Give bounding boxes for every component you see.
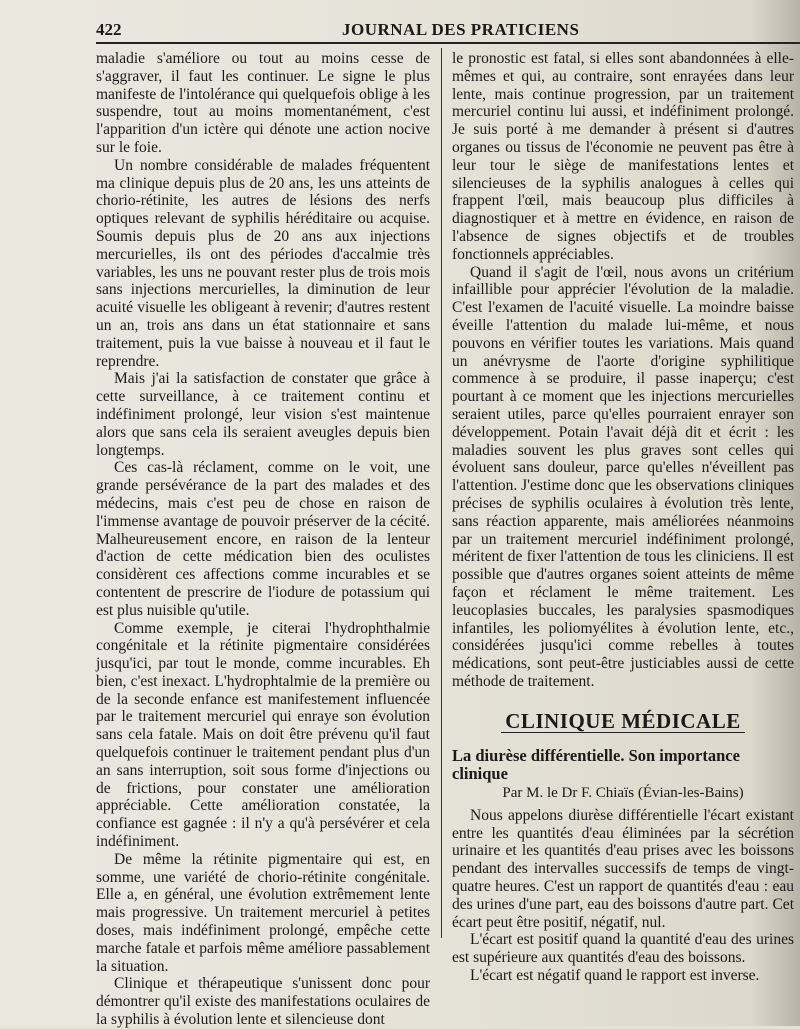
article-title: La diurèse différentielle. Son importance clinique	[452, 746, 740, 784]
paragraph: Comme exemple, je citerai l'hydrophthalmie congénitale et la rétinite pigmentaire considérées jusqu'ici, par tout le monde, comme incurables. Eh bien, c'est inexact. L'hydrophtalmie de la première ou de la seconde enfance est manifestement influencée par le traitement mercuriel qui enraye son évolution sans cela fatale. Mais on doit être prévenu qu'il faut quelquefois continuer le traitement pendant plus d'un an sans interruption, soit sous forme d'injections ou de frictions, pour constater une amélioration appréciable. Cette amélioration constatée, la confiance est gagnée : il n'y a qu'à persévérer et cela indéfiniment.	[96, 619, 430, 851]
paragraph: maladie s'améliore ou tout au moins cesse de s'aggraver, il faut les continuer. Le signe le plus manifeste de l'intolérance qui quelquefois oblige à les suspendre, tout au moins momentanément, c'est l'apparition d'un ictère qui dénote une action nocive sur le foie.	[96, 50, 430, 156]
paragraph: Mais j'ai la satisfaction de constater que grâce à cette surveillance, à ce traitement continu et indéfiniment prolongé, leur vision s'est maintenue alors que sans cela ils seraient aveugles depuis bien longtemps.	[96, 370, 430, 459]
paragraph: De même la rétinite pigmentaire qui est, en somme, une variété de chorio-rétinite congénitale. Elle a, en général, une évolution extrêmement lente mais progressive. Un traitement mercuriel à petites doses, mais indéfiniment prolongé, empêche cette marche fatale et parfois même améliore passablement la situation.	[96, 850, 430, 975]
running-header	[96, 18, 796, 44]
column-divider	[441, 48, 442, 938]
journal-title: JOURNAL DES PRATICIENS	[342, 20, 580, 39]
paragraph: Clinique et thérapeutique s'unissent donc pour démontrer qu'il existe des manifestations oculaires de la syphilis à évolution lente et silencieuse dont	[96, 975, 430, 1029]
header-rule	[96, 42, 800, 44]
paragraph: Quand il s'agit de l'œil, nous avons un critérium infaillible pour apprécier l'évolution de la maladie. C'est l'examen de l'acuité visuelle. La moindre baisse éveille l'attention du malade lui-même, et nous pouvons en vérifier toutes les variations. Mais quand un anévrysme de l'aorte d'origine syphilitique commence à se produire, il passe inaperçu; c'est pourtant à ce moment que les injections mercurielles seraient utiles, parce qu'elles pourraient enrayer son développement. Potain l'avait déjà dit et écrit : les maladies souvent les plus graves sont celles qui évoluent sans douleur, parce qu'elles n'éveillent pas l'attention. J'estime donc que les observations cliniques précises de syphilis oculaires à évolution très lente, sans réaction apparente, mais améliorées néanmoins par un traitement mercuriel indéfiniment prolongé, méritent de fixer l'attention de tous les cliniciens. Il est possible que d'autres organes soient atteints de même façon et réclament le même traitement. Les leucoplasies buccales, les paralysies spasmodiques infantiles, les poliomyélites à évolution lente, etc., considérées jusqu'ici comme rebelles à toutes médications, sont peut-être justiciables aussi de cette méthode de traitement.	[452, 263, 794, 690]
paragraph: le pronostic est fatal, si elles sont abandonnées à elle-mêmes et qui, au contraire, sont enrayées dans leur lente, mais continue progression, par un traitement mercuriel continu lui aussi, et indéfiniment prolongé. Je suis porté à me demander à présent si d'autres organes ou tissus de l'économie ne peuvent pas être à leur tour le siège de manifestations lentes et silencieuses de la syphilis analogues à celles qui frappent l'œil, mais beaucoup plus difficiles à diagnostiquer et à mettre en évidence, en raison de l'absence de signes objectifs et de troubles fonctionnels appréciables.	[452, 50, 794, 263]
section-title-text: CLINIQUE MÉDICALE	[501, 713, 744, 734]
paragraph: L'écart est positif quand la quantité d'eau des urines est supérieure aux quantités d'eau des boissons.	[452, 931, 794, 967]
right-column	[452, 50, 794, 985]
paragraph: L'écart est négatif quand le rapport est inverse.	[470, 967, 760, 985]
section-title	[452, 708, 794, 734]
paragraph: Un nombre considérable de malades fréquentent ma clinique depuis plus de 20 ans, les uns atteints de chorio-rétinite, les autres de lésions des nerfs optiques relevant de syphilis héréditaire ou acquise. Soumis depuis plus de 20 ans aux injections mercurielles, ils ont des périodes d'accalmie très variables, les uns ne pouvant rester plus de trois mois sans injections mercurielles, la diminution de leur acuité visuelle les obligeant à revenir; d'autres restent un an, trois ans dans un état stationnaire et sans traitement, puis la vue baisse à nouveau et il faut le reprendre.	[96, 156, 430, 370]
article-byline: Par M. le Dr F. Chiaïs (Évian-les-Bains)	[502, 785, 744, 802]
page-number: 422	[96, 20, 122, 39]
left-column	[96, 50, 430, 1029]
paragraph: Nous appelons diurèse différentielle l'écart existant entre les quantités d'eau éliminées par la sécrétion urinaire et les quantités d'eau prises avec les boissons pendant des intervalles successifs de temps de vingt-quatre heures. C'est un rapport de quantités d'eau : eau des urines d'une part, eau des boissons d'autre part. Cet écart peut être positif, négatif, nul.	[452, 806, 794, 931]
paragraph: Ces cas-là réclament, comme on le voit, une grande persévérance de la part des malades et des médecins, mais c'est peu de chose en raison de l'immense avantage de pouvoir préserver de la cécité. Malheureusement encore, en raison de la lenteur d'action de cette médication bien des oculistes considèrent ces affections comme incurables et se contentent de prescrire de l'iodure de potassium qui est plus nuisible qu'utile.	[96, 459, 430, 619]
